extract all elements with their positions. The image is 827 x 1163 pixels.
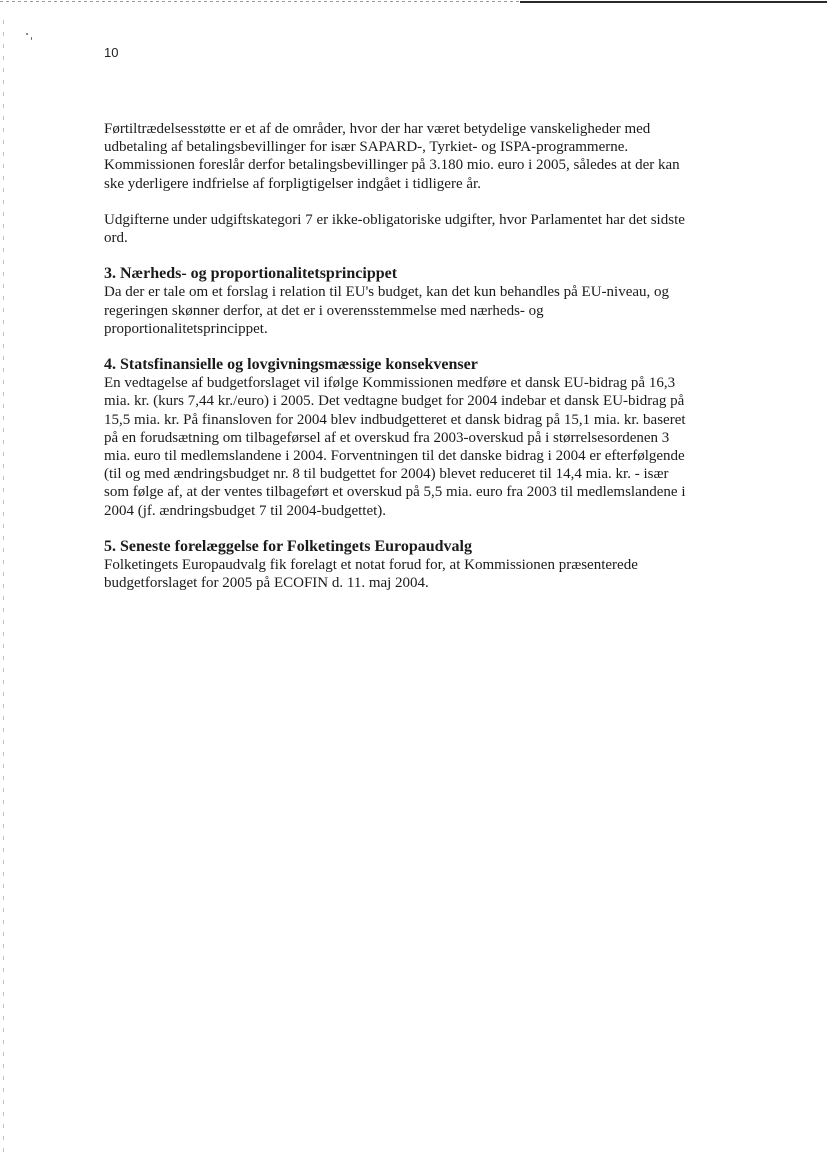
scan-left-edge <box>3 20 4 1160</box>
document-body <box>104 120 696 610</box>
section-body: Da der er tale om et forslag i relation til EU's budget, kan det kun behandles på EU-niveau, og regeringen skønner derfor, at det er i overensstemmelse med nærheds- og proportionalitetsprincippet. <box>104 284 670 337</box>
page-number: 10 <box>104 45 119 60</box>
section-heading: 5. Seneste forelæggelse for Folketingets Europaudvalg <box>104 537 472 555</box>
section-latest-presentation <box>104 538 696 593</box>
scan-speck <box>26 33 28 35</box>
scan-speck <box>31 37 32 40</box>
scan-edge-dark <box>520 1 827 3</box>
section-financial-consequences <box>104 356 696 520</box>
scan-edge-light <box>0 1 520 2</box>
section-heading: 4. Statsfinansielle og lovgivningsmæssige konsekvenser <box>104 356 478 374</box>
section-body: Folketingets Europaudvalg fik forelagt et notat forud for, at Kommissionen præsenterede budgetforslaget for 2005 på ECOFIN d. 11. maj 2004. <box>104 557 638 592</box>
section-heading: 3. Nærheds- og proportionalitetsprincippet <box>104 265 398 283</box>
section-body: En vedtagelse af budgetforslaget vil ifølge Kommissionen medføre et dansk EU-bidrag på 16,3 mia. kr. (kurs 7,44 kr./euro) i 2005. Det vedtagne budget for 2004 indebar et dansk EU-bidrag på 15,5 mia. kr. På finansloven for 2004 blev indbudgetteret et dansk bidrag på 15,1 mia. kr. baseret på en forudsætning om tilbageførsel af et overskud fra 2003-overskud på i størrelsesordenen 3 mia. euro til medlemslandene i 2004. Forventningen til det danske bidrag i 2004 er efterfølgende (til og med ændringsbudget nr. 8 til budgettet for 2004) blevet reduceret til 14,4 mia. kr. - især som følge af, at der ventes tilbageført et overskud på 5,5 mia. euro fra 2003 til medlemslandene i 2004 (jf. ændringsbudget 7 til 2004-budgettet). <box>104 375 686 519</box>
section-subsidiarity <box>104 265 696 338</box>
paragraph-pre-accession-support: Førtiltrædelsesstøtte er et af de områder, hvor der har været betydelige vanskeligheder med udbetaling af betalingsbevillinger for især SAPARD-, Tyrkiet- og ISPA-programmerne. Kommissionen foreslår derfor betalingsbevillinger på 3.180 mio. euro i 2005, således at der kan ske yderligere indfrielse af forpligtigelser indgået i tidligere år. <box>104 121 680 192</box>
scan-top-edge <box>0 0 827 6</box>
paragraph-expenditure-category: Udgifterne under udgiftskategori 7 er ikke-obligatoriske udgifter, hvor Parlamentet har det sidste ord. <box>104 211 685 247</box>
